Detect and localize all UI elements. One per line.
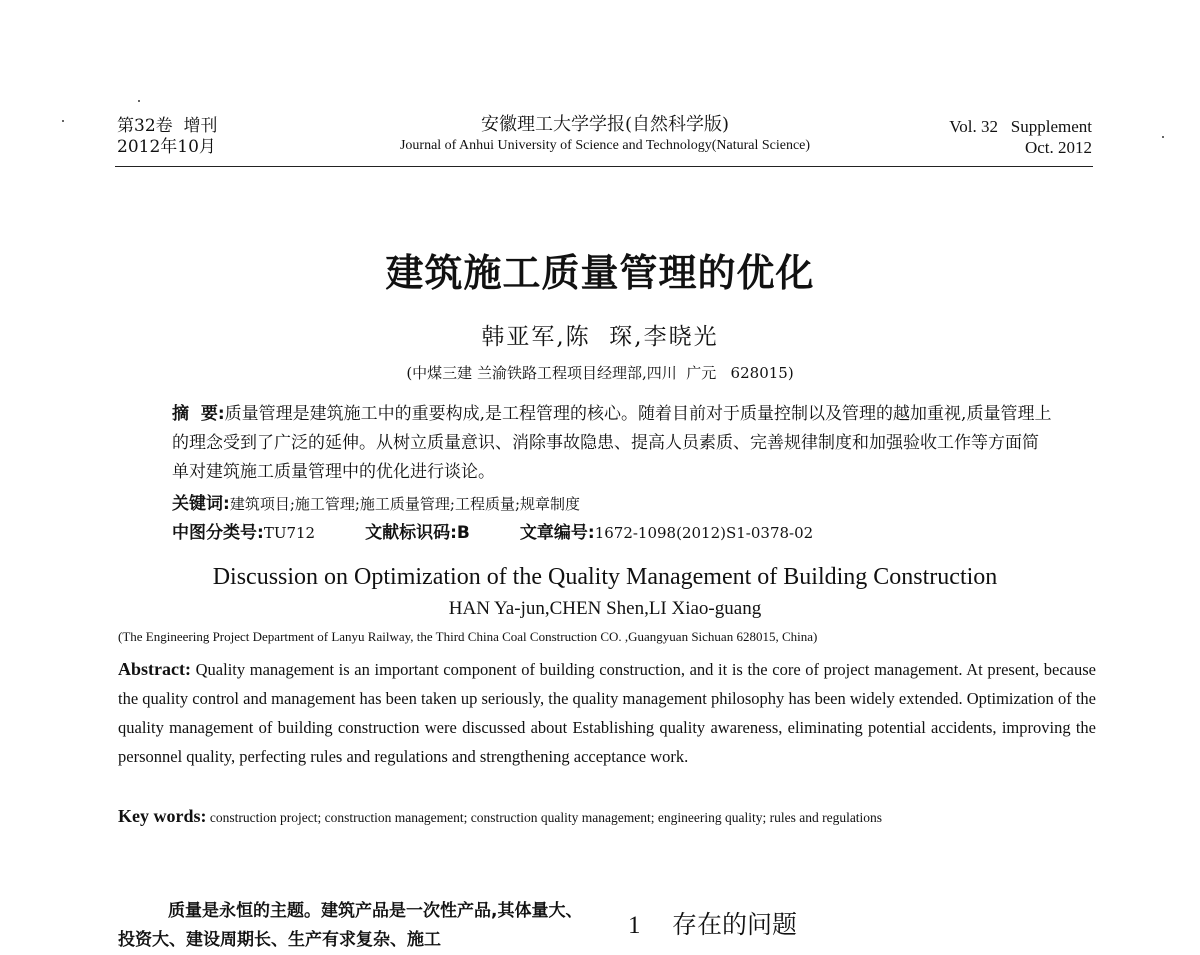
header-divider (115, 166, 1093, 167)
authors-en: HAN Ya-jun,CHEN Shen,LI Xiao-guang (448, 598, 762, 619)
abstract-cn (172, 400, 1052, 487)
keywords-en (118, 803, 1096, 831)
abstract-cn-text: 质量管理是建筑施工中的重要构成,是工程管理的核心。随着目前对于质量控制以及管理的越加重视,质量管理上的理念受到了广泛的延伸。从树立质量意识、消除事故隐患、提高人员素质、完善规律制度和加强验收工作等方面简单对建筑施工质量管理中的优化进行谈论。 (172, 404, 1052, 482)
journal-volume-cn (117, 116, 217, 158)
abstract-en-text: Quality management is an important component of building construction, and it is the core of project management. At present, because the quality control and management has been taken up seriously, the quality management philosophy has been widely extended. Optimization of the quality management of building construction were discussed about Establishing quality awareness, eliminating potential accidents, improving the personnel quality, perfecting rules and regulations and strengthening acceptance work. (118, 660, 1096, 766)
section-title: 存在的问题 (672, 910, 798, 939)
scan-speck (138, 100, 140, 102)
classification-line (172, 518, 813, 543)
affiliation-en: (The Engineering Project Department of Lanyu Railway, the Third China Coal Construction CO. ,Guangyuan Sichuan 628015, China) (118, 629, 818, 644)
clc-value: TU712 (263, 524, 316, 542)
affiliation-cn: (中煤三建 兰渝铁路工程项目经理部,四川 广元 628015) (406, 364, 794, 382)
abstract-en (118, 655, 1096, 771)
journal-name-en: Journal of Anhui University of Science and Technology(Natural Science) (399, 138, 811, 153)
scan-speck (62, 120, 64, 122)
volume-issue-en: Vol. 32 Supplement (949, 117, 1092, 136)
scan-speck (1162, 136, 1164, 138)
keywords-cn (172, 489, 580, 514)
clc-label: 中图分类号: (172, 523, 264, 543)
journal-volume-en (880, 116, 1092, 158)
article-title-en: Discussion on Optimization of the Quality Management of Building Construction (212, 564, 998, 590)
doc-code-label: 文献标识码: (365, 523, 457, 543)
section-number: 1 (628, 912, 641, 939)
article-number-label: 文章编号: (519, 523, 595, 543)
keywords-en-label: Key words: (118, 806, 207, 826)
keywords-cn-label: 关键词: (172, 494, 230, 514)
journal-name (340, 114, 870, 155)
article-title-cn: 建筑施工质量管理的优化 (385, 251, 815, 295)
body-paragraph (118, 897, 588, 955)
publication-date-en: Oct. 2012 (1024, 138, 1092, 157)
doc-code-value: B (456, 523, 470, 543)
volume-issue-cn: 第32卷 增刊 (117, 116, 218, 136)
authors-cn: 韩亚军,陈 琛,李晓光 (481, 324, 719, 350)
article-number-value: 1672-1098(2012)S1-0378-02 (594, 524, 814, 542)
keywords-cn-text: 建筑项目;施工管理;施工质量管理;工程质量;规章制度 (229, 495, 581, 513)
publication-date-cn: 2012年10月 (117, 137, 216, 157)
abstract-cn-label: 摘 要: (172, 404, 225, 424)
abstract-en-label: Abstract: (118, 659, 191, 679)
section-heading (628, 905, 797, 941)
body-paragraph-text: 质量是永恒的主题。建筑产品是一次性产品,其体量大、投资大、建设周期长、生产有求复杂、施工 (118, 901, 583, 950)
keywords-en-text: construction project; construction management; construction quality management; engineering quality; rules and regulations (206, 810, 883, 825)
journal-name-cn: 安徽理工大学学报(自然科学版) (480, 114, 730, 135)
